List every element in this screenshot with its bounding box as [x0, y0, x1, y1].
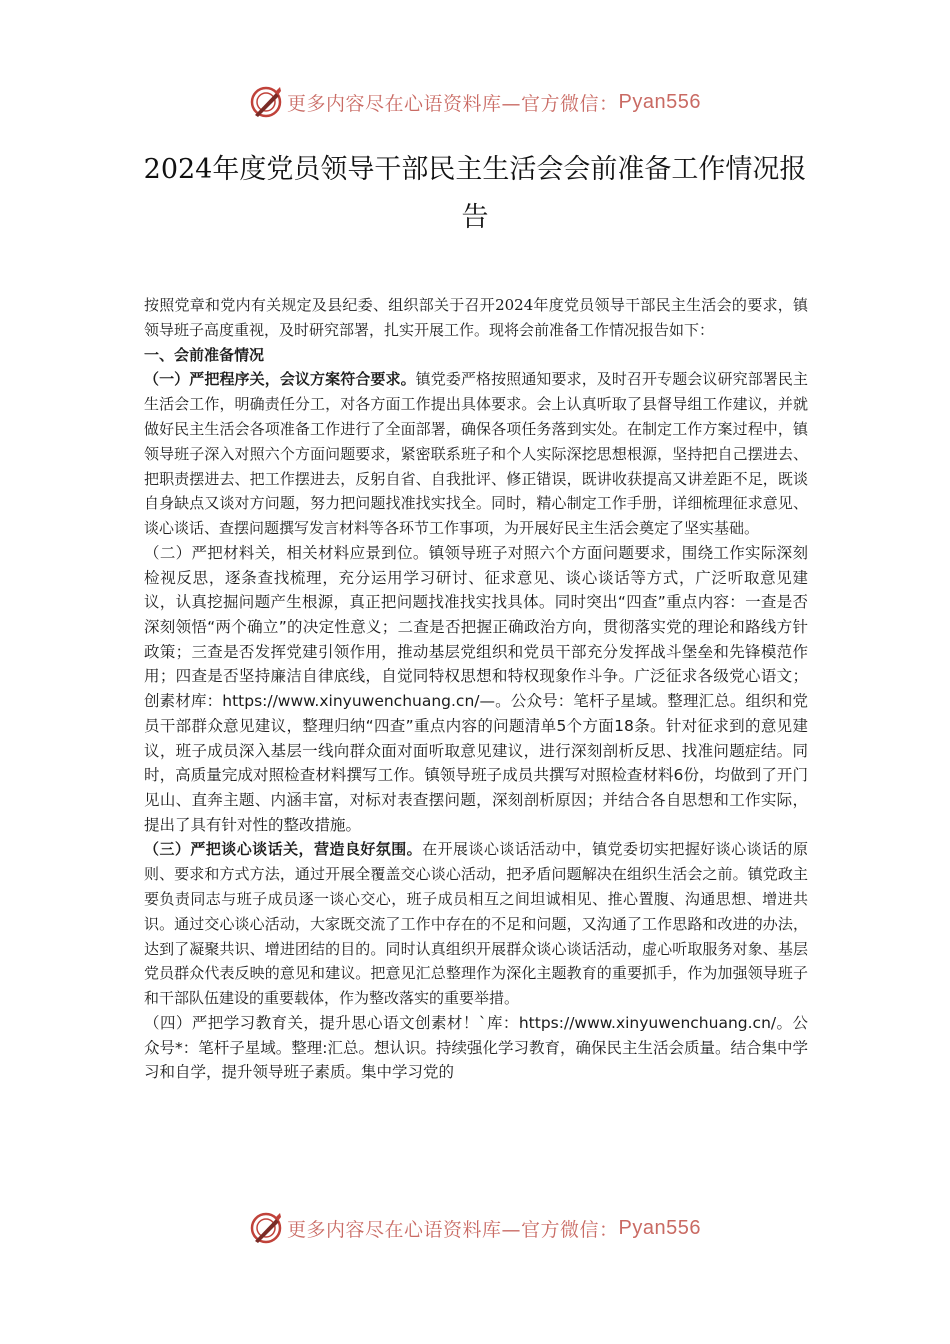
- document-title: 2024年度党员领导干部民主生活会会前准备工作情况报告: [143, 154, 807, 233]
- paragraph-1: [144, 367, 808, 541]
- banner-text: 更多内容尽在心语资料库—官方微信：: [287, 92, 619, 115]
- document-body: [144, 293, 808, 1085]
- paragraph-4: （四）严把学习教育关，提升思心语文创素材！`库：https://www.xinyuwenchuang.cn/。公众号*：笔杆子星域。整理:汇总。想认识。持续强化学习教育，确保民主生活会质量。结合集中学习和自学，提升领导班子素质。集中学习党的: [144, 1013, 808, 1082]
- brush-logo-icon: [249, 85, 283, 119]
- banner-wechat-id: Pyan556: [618, 1216, 701, 1239]
- paragraph-1-body: 镇党委严格按照通知要求，及时召开专题会议研究部署民主生活会工作，明确责任分工，对各方面工作提出具体要求。会上认真听取了县督导组工作建议，并就做好民主生活会各项准备工作进行了全面部署，确保各项任务落到实处。在制定工作方案过程中，镇领导班子深入对照六个方面问题要求，紧密联系班子和个人实际深挖思想根源，坚持把自己摆进去、把职责摆进去、把工作摆进去，反躬自省、自我批评、修正错误，既讲收获提高又讲差距不足，既谈自身缺点又谈对方问题，努力把问题找准找实找全。同时，精心制定工作手册，详细梳理征求意见、谈心谈话、查摆问题撰写发言材料等各环节工作事项，为开展好民主生活会奠定了坚实基础。: [144, 370, 808, 538]
- header-watermark-banner: [0, 82, 950, 122]
- footer-watermark-banner: [0, 1208, 950, 1248]
- section-heading: 一、会前准备情况: [144, 345, 265, 364]
- banner-wechat-id: Pyan556: [618, 90, 701, 113]
- paragraph-2: （二）严把材料关，相关材料应景到位。镇领导班子对照六个方面问题要求，围绕工作实际深刻检视反思，逐条查找梳理，充分运用学习研讨、征求意见、谈心谈话等方式，广泛听取意见建议，认真挖掘问题产生根源，真正把问题找准找实找具体。同时突出“四查”重点内容：一查是否深刻领悟“两个确立”的决定性意义；二查是否把握正确政治方向，贯彻落实党的理论和路线方针政策；三查是否发挥党建引领作用，推动基层党组织和党员干部充分发挥战斗堡垒和先锋模范作用；四查是否坚持廉洁自律底线，自觉同特权思想和特权现象作斗争。广泛征求各级党心语文；创素材库：https://www.xinyuwenchuang.cn/—。公众号：笔杆子星域。整理汇总。组织和党员干部群众意见建议，整理归纳“四查”重点内容的问题清单5个方面18条。针对征求到的意见建议，班子成员深入基层一线向群众面对面听取意见建议，进行深刻剖析反思、找准问题症结。同时，高质量完成对照检查材料撰写工作。镇领导班子成员共撰写对照检查材料6份，均做到了开门见山、直奔主题、内涵丰富，对标对表查摆问题，深刻剖析原因；并结合各自思想和工作实际，提出了具有针对性的整改措施。: [144, 543, 808, 834]
- paragraph-3: [144, 837, 808, 1011]
- banner-text: 更多内容尽在心语资料库—官方微信：: [287, 1218, 619, 1241]
- paragraph-1-lead: （一）严把程序关，会议方案符合要求。: [144, 370, 416, 389]
- intro-paragraph: 按照党章和党内有关规定及县纪委、组织部关于召开2024年度党员领导干部民主生活会的要求，镇领导班子高度重视，及时研究部署，扎实开展工作。现将会前准备工作情况报告如下：: [144, 296, 808, 339]
- brush-logo-icon: [249, 1211, 283, 1245]
- paragraph-3-body: 在开展谈心谈话活动中，镇党委切实把握好谈心谈话的原则、要求和方式方法，通过开展全覆盖交心谈心活动，把矛盾问题解决在组织生活会之前。镇党政主要负责同志与班子成员逐一谈心交心，班子成员相互之间坦诚相见、推心置腹、沟通思想、增进共识。通过交心谈心活动，大家既交流了工作中存在的不足和问题，又沟通了工作思路和改进的办法，达到了凝聚共识、增进团结的目的。同时认真组织开展群众谈心谈话活动，虚心听取服务对象、基层党员群众代表反映的意见和建议。把意见汇总整理作为深化主题教育的重要抓手，作为加强领导班子和干部队伍建设的重要载体，作为整改落实的重要举措。: [144, 840, 808, 1008]
- paragraph-3-lead: （三）严把谈心谈话关，营造良好氛围。: [144, 840, 423, 859]
